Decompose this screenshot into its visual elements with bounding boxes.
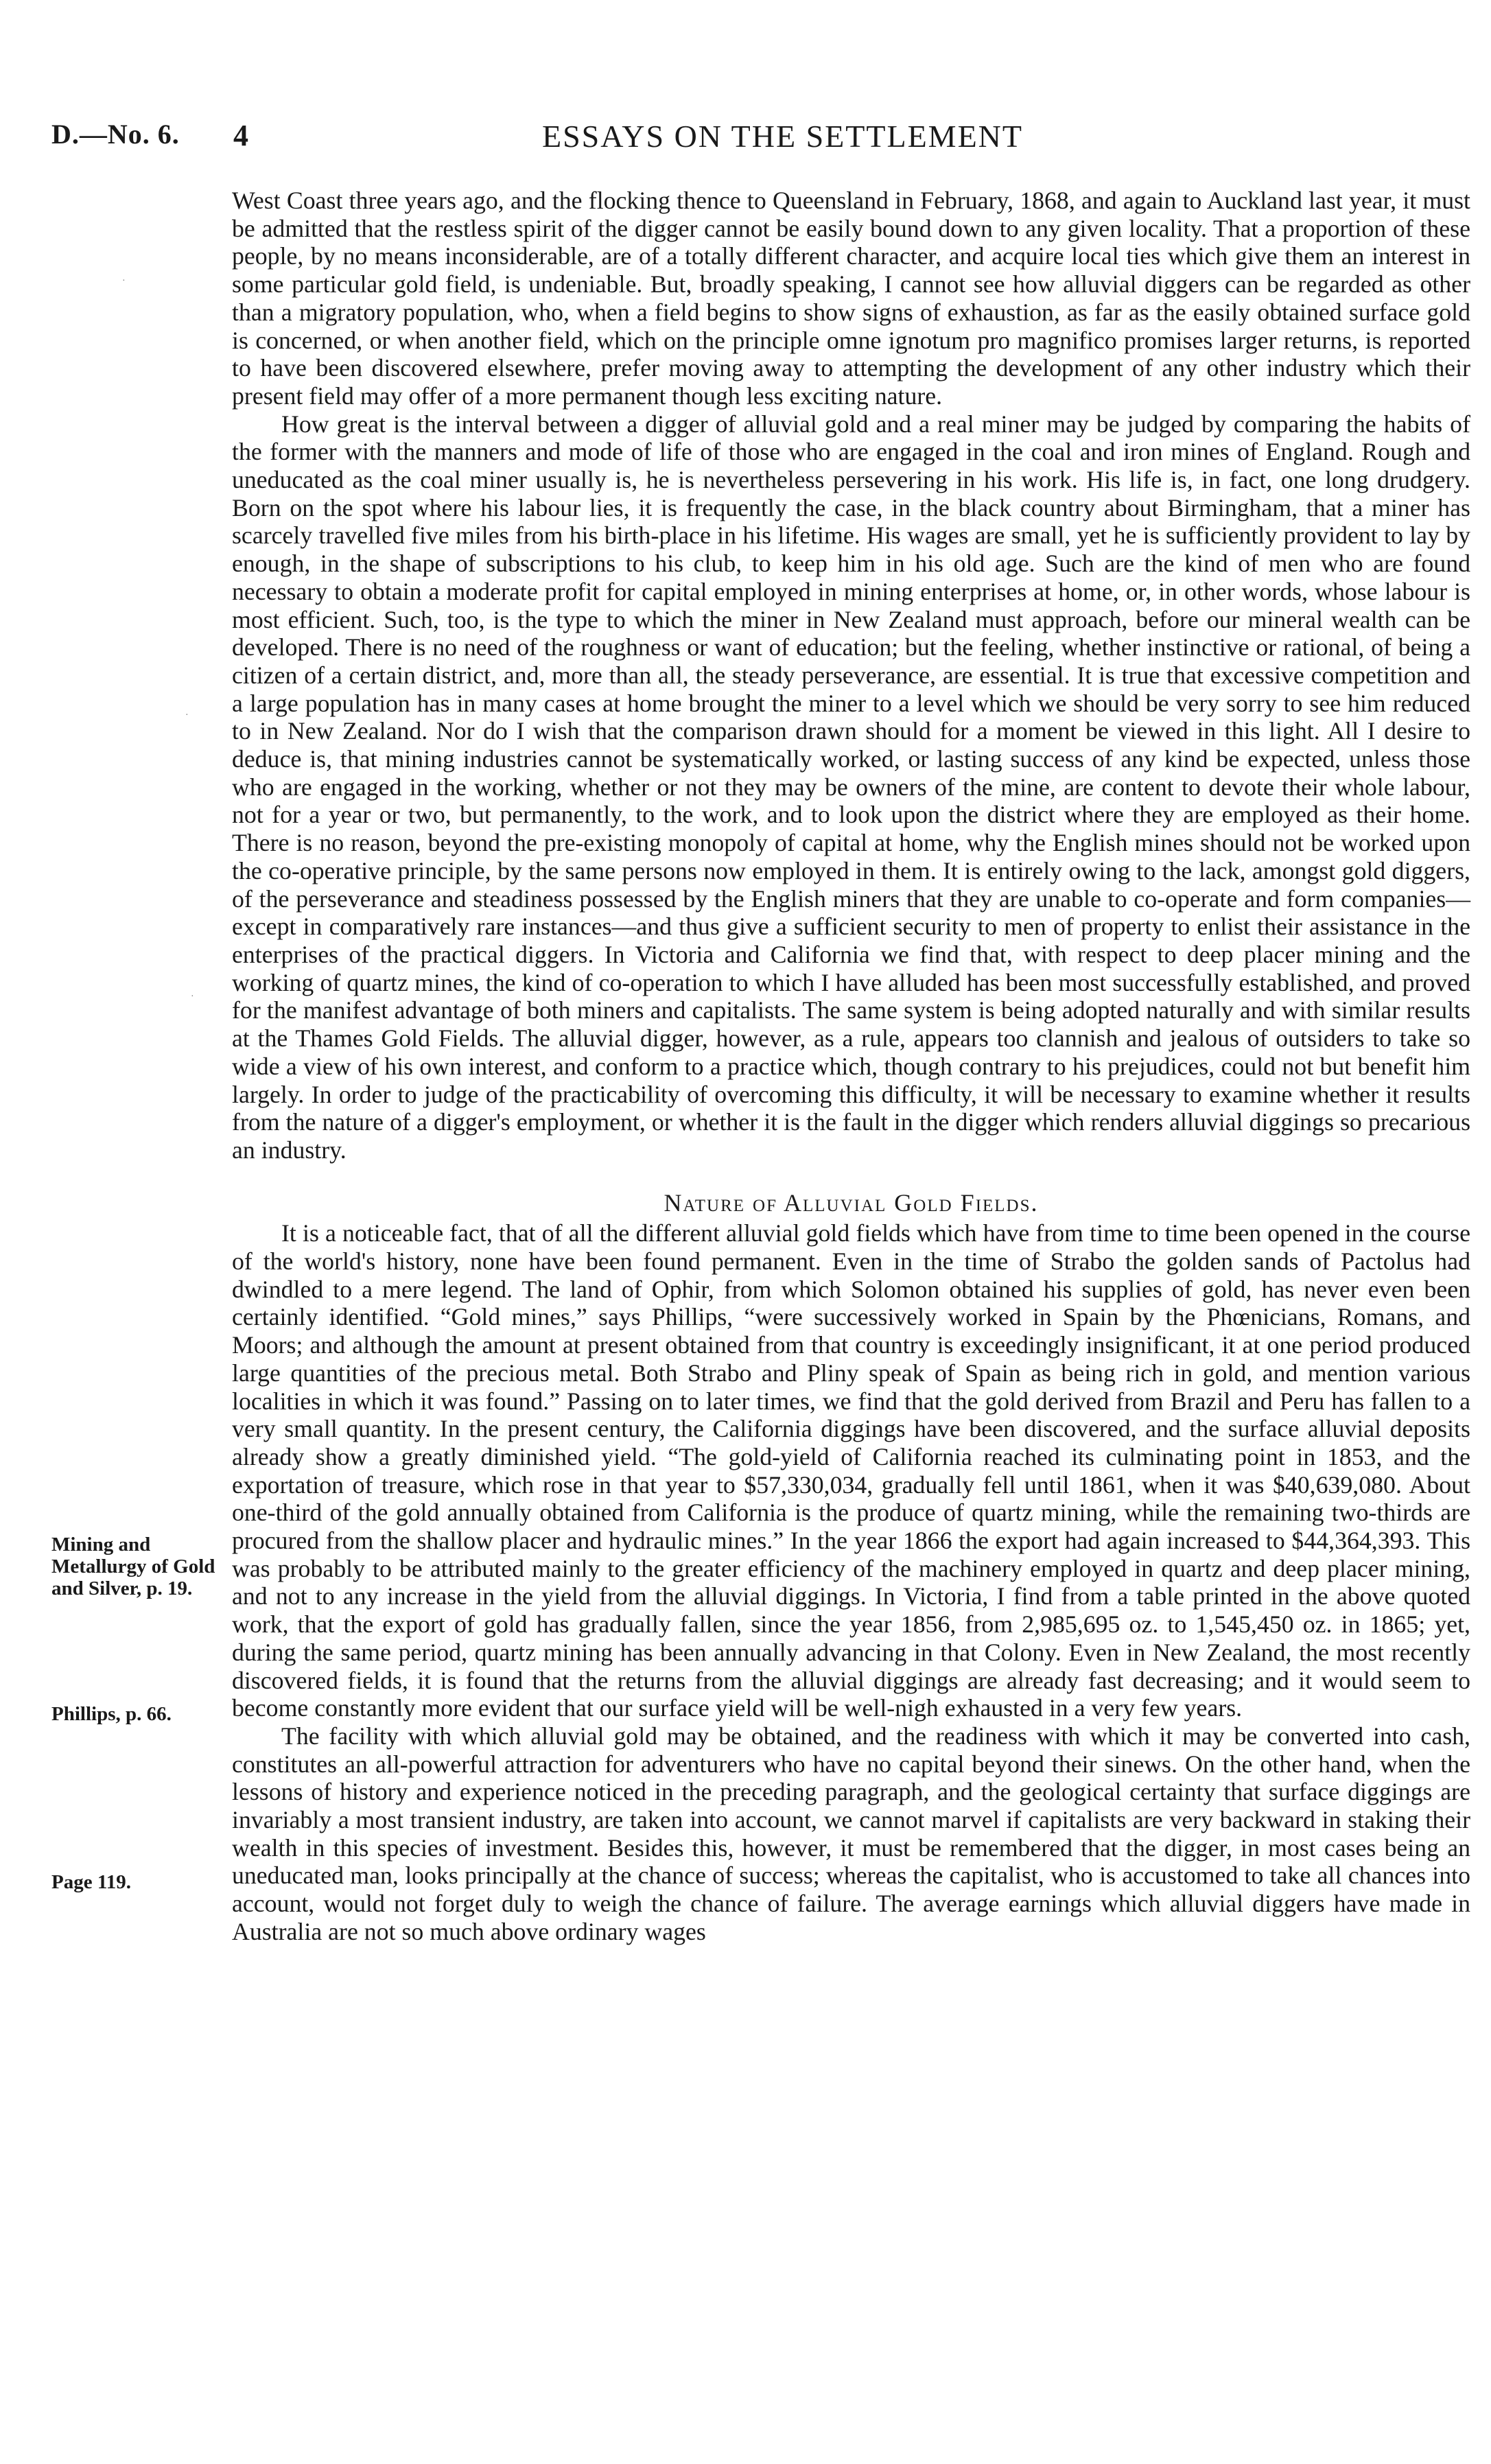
margin-note: Page 119. <box>51 1871 131 1893</box>
paragraph: How great is the interval between a digger of alluvial gold and a real miner may be judged by comparing the habits of the former with the manners and mode of life of those who are engaged in the coal and iron mines of England. Rough and uneducated as the coal miner usually is, he is nevertheless persevering in his work. His life is, in fact, one long drudgery. Born on the spot where his labour lies, it is frequently the case, in the black country about Birmingham, that a miner has scarcely travelled five miles from his birth-place in his lifetime. His wages are small, yet he is sufficiently provident to lay by enough, in the shape of subscriptions to his club, to keep him in his old age. Such are the kind of men who are found necessary to obtain a moderate profit for capital employed in mining enterprises at home, or, in other words, whose labour is most efficient. Such, too, is the type to which the miner in New Zealand must approach, before our mineral wealth can be developed. There is no need of the roughness or want of education; but the feeling, whether instinctive or rational, of being a citizen of a certain district, and, more than all, the steady perseverance, are essential. It is true that excessive competition and a large population has in many cases at home brought the miner to a level which we should be very sorry to see him reduced to in New Zealand. Nor do I wish that the comparison drawn should for a moment be viewed in this light. All I desire to deduce is, that mining industries cannot be systematically worked, or lasting success of any kind be expected, unless those who are engaged in the working, whether or not they may be owners of the mine, are content to devote their whole labour, not for a year or two, but permanently, to the work, and to look upon the district where they are employed as their home. There is no reason, beyond the pre-existing monopoly of capital at home, why the English mines should not be worked upon the co-operative principle, by the same persons now employed in them. It is entirely owing to the lack, amongst gold diggers, of the perseverance and steadiness possessed by the English miners that they are unable to co-operate and form companies—except in comparatively rare instances—and thus give a sufficient security to men of property to enlist their assistance in the enterprises of the practical diggers. In Victoria and California we find that, with respect to deep placer mining and the working of quartz mines, the kind of co-operation to which I have alluded has been most successfully established, and proved for the manifest advantage of both miners and capitalists. The same system is being adopted naturally and with similar results at the Thames Gold Fields. The alluvial digger, however, as a rule, appears too clannish and jealous of outsiders to take so wide a view of his own interest, and conform to a practice which, though contrary to his prejudices, could not but benefit him largely. In order to judge of the practicability of overcoming this difficulty, it will be necessary to examine whether it results from the nature of a digger's employment, or whether it is the fault in the digger which renders alluvial diggings so precarious an industry. <box>232 410 1470 1164</box>
paragraph: West Coast three years ago, and the flocking thence to Queensland in February, 1868, and again to Auckland last year, it must be admitted that the restless spirit of the digger cannot be easily bound down to any given locality. That a proportion of these people, by no means inconsiderable, are of a totally different character, and acquire local ties which give them an interest in some particular gold field, is undeniable. But, broadly speaking, I cannot see how alluvial diggers can be regarded as other than a migratory population, who, when a field begins to show signs of exhaustion, as far as the easily obtained surface gold is concerned, or when another field, which on the principle omne ignotum pro magnifico promises larger returns, is reported to have been discovered elsewhere, prefer moving away to attempting the development of any other industry which their present field may offer of a more permanent though less exciting nature. <box>232 187 1470 410</box>
section-heading: Nature of Alluvial Gold Fields. <box>664 1188 1039 1217</box>
margin-dot: · <box>185 710 189 720</box>
running-title: ESSAYS ON THE SETTLEMENT <box>542 119 1023 154</box>
main-text <box>232 187 1470 1946</box>
paragraph: The facility with which alluvial gold may be obtained, and the readiness with which it may be converted into cash, constitutes an all-powerful attraction for adventurers who have no capital beyond their sinews. On the other hand, when the lessons of history and experience noticed in the preceding paragraph, and the geological certainty that surface diggings are invariably a most transient industry, are taken into account, we cannot marvel if capitalists are very backward in staking their wealth in this species of investment. Besides this, however, it must be remembered that the digger, in most cases being an uneducated man, looks principally at the chance of success; whereas the capitalist, who is accustomed to take all chances into account, would not forget duly to weigh the chance of failure. The average earnings which alluvial diggers have made in Australia are not so much above ordinary wages <box>232 1722 1470 1945</box>
margin-note: Mining and Metallurgy of Gold and Silver, p. 19. <box>51 1534 215 1599</box>
margin-dot: · <box>122 276 126 286</box>
document-reference: D.—No. 6. <box>51 119 180 150</box>
paragraph: It is a noticeable fact, that of all the different alluvial gold fields which have from time to time been opened in the course of the world's history, none have been found permanent. Even in the time of Strabo the golden sands of Pactolus had dwindled to a mere legend. The land of Ophir, from which Solomon obtained his supplies of gold, has never even been certainly identified. “Gold mines,” says Phillips, “were successively worked in Spain by the Phœnicians, Romans, and Moors; and although the amount at present obtained from that country is exceedingly insignificant, it at one period produced large quantities of the precious metal. Both Strabo and Pliny speak of Spain as being rich in gold, and mention various localities in which it was found.” Passing on to later times, we find that the gold derived from Brazil and Peru has fallen to a very small quantity. In the present century, the California diggings have been discovered, and the surface alluvial deposits already show a greatly diminished yield. “The gold-yield of California reached its culminating point in 1853, and the exportation of treasure, which rose in that year to $57,330,034, gradually fell until 1861, when it was $40,639,080. About one-third of the gold annually obtained from California is the produce of quartz mining, while the remaining two-thirds are procured from the shallow placer and hydraulic mines.” In the year 1866 the export had again increased to $44,364,393. This was probably to be attributed mainly to the greater efficiency of the machinery employed in quartz and deep placer mining, and not to any increase in the yield from the alluvial diggings. In Victoria, I find from a table printed in the above quoted work, that the export of gold has gradually fallen, since the year 1856, from 2,985,695 oz. to 1,545,450 oz. in 1865; yet, during the same period, quartz mining has been annually advancing in that Colony. Even in New Zealand, the most recently discovered fields, it is found that the returns from the alluvial diggings are already fast decreasing; and it would seem to become constantly more evident that our surface yield will be well-nigh exhausted in a very few years. <box>232 1219 1470 1722</box>
margin-dot: · <box>191 992 194 1002</box>
page-number: 4 <box>233 119 248 152</box>
page-header <box>0 118 1491 159</box>
margin-note: Phillips, p. 66. <box>51 1703 172 1725</box>
